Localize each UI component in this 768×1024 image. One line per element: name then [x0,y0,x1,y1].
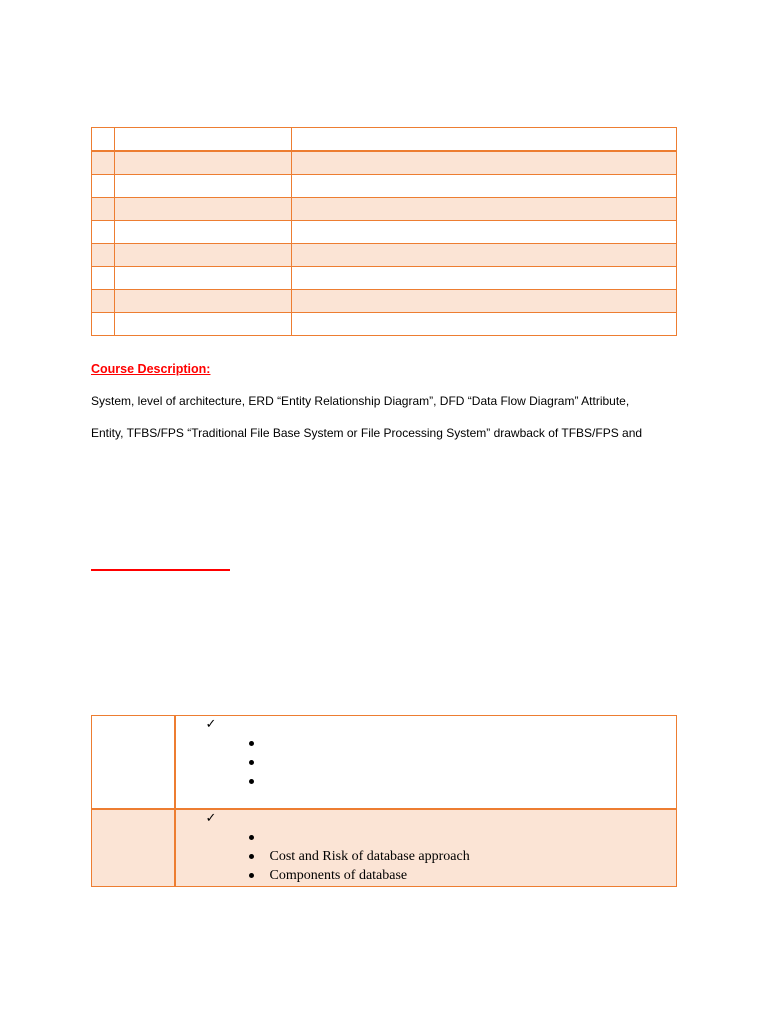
topic-cell [175,809,677,887]
row-label-cell [115,267,292,290]
row-label-cell [115,313,292,336]
list-item: Cost and Risk of database approach [246,847,677,866]
topic-cell [175,716,677,810]
row-number-cell [92,128,115,152]
row-label-cell [115,128,292,152]
table-row [92,175,677,198]
row-value-cell [292,313,677,336]
row-number-cell [92,221,115,244]
list-item [246,753,677,772]
row-number-cell [92,267,115,290]
row-number-cell [92,198,115,221]
list-item [246,772,677,791]
row-value-cell [292,290,677,313]
row-label-cell [115,198,292,221]
course-description-line-1: System, level of architecture, ERD “Entity Relationship Diagram”, DFD “Data Flow Diagram” Attribute, [91,394,630,408]
row-number-cell [92,151,115,175]
week-cell [92,809,175,887]
table-row [92,290,677,313]
checkmark-icon: ✓ [205,716,217,731]
week-cell [92,716,175,810]
row-number-cell [92,313,115,336]
list-item [246,734,677,753]
course-info-table [91,127,677,336]
row-number-cell [92,290,115,313]
table-row [92,716,677,810]
table-row [92,151,677,175]
course-description-line-2: Entity, TFBS/FPS “Traditional File Base System or File Processing System” drawback of TFBS/FPS and [91,426,643,440]
table-row [92,244,677,267]
table-row [92,198,677,221]
row-value-cell [292,244,677,267]
list-item [246,828,677,847]
row-number-cell [92,175,115,198]
checkmark-icon: ✓ [205,810,217,825]
table-row [92,809,677,887]
course-outline-table [91,715,677,887]
table-row [92,313,677,336]
row-value-cell [292,128,677,152]
row-label-cell [115,221,292,244]
row-label-cell [115,290,292,313]
row-label-cell [115,244,292,267]
row-value-cell [292,267,677,290]
row-value-cell [292,175,677,198]
row-value-cell [292,198,677,221]
red-underline-rule [91,569,230,571]
topic-bullet-list [176,734,677,791]
topic-bullet-list [176,828,677,885]
table-row [92,267,677,290]
row-value-cell [292,151,677,175]
course-description-heading: Course Description: [91,362,211,376]
row-label-cell [115,175,292,198]
row-number-cell [92,244,115,267]
list-item: Components of database [246,866,677,885]
row-label-cell [115,151,292,175]
table-row [92,221,677,244]
row-value-cell [292,221,677,244]
table-row [92,128,677,152]
